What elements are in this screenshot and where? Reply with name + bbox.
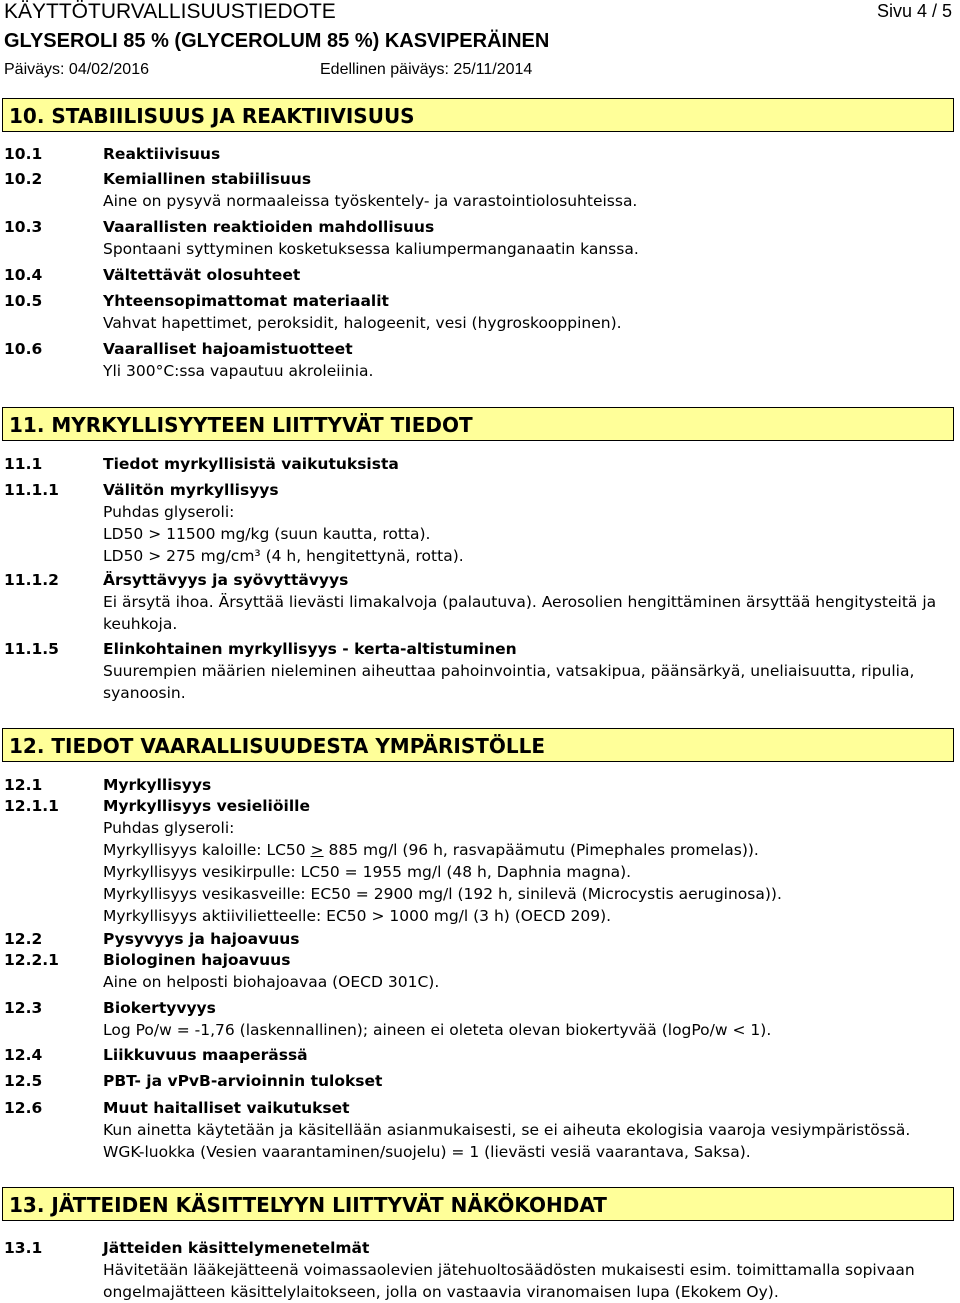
subsection-text: WGK-luokka (Vesien vaarantaminen/suojelu) = 1 (lievästi vesiä vaarantava, Saksa).: [103, 1143, 751, 1161]
subsection-number: 10.4: [4, 266, 43, 284]
subsection-number: 12.1: [4, 776, 43, 794]
document-type: KÄYTTÖTURVALLISUUSTIEDOTE: [4, 0, 336, 23]
subsection-number: 12.1.1: [4, 797, 59, 815]
subsection-title: Myrkyllisyys vesieliöille: [103, 797, 310, 815]
subsection-title: Välitön myrkyllisyys: [103, 481, 279, 499]
text-fragment: 885 mg/l (96 h, rasvapäämutu (Pimephales promelas)).: [323, 841, 759, 859]
subsection-text: Yli 300°C:ssa vapautuu akroleiinia.: [103, 362, 374, 380]
subsection-title: Muut haitalliset vaikutukset: [103, 1099, 350, 1117]
subsection-number: 11.1: [4, 455, 43, 473]
subsection-title: Liikkuvuus maaperässä: [103, 1046, 308, 1064]
issue-date: Päiväys: 04/02/2016: [4, 61, 149, 78]
subsection-number: 12.3: [4, 999, 43, 1017]
subsection-text: Ei ärsytä ihoa. Ärsyttää lievästi limakalvoja (palautuva). Aerosolien hengittäminen ärsyttää hengitysteitä ja keuhkoja.: [103, 593, 937, 633]
product-name: GLYSEROLI 85 % (GLYCEROLUM 85 %) KASVIPERÄINEN: [4, 30, 550, 52]
subsection-text: Log Po/w = -1,76 (laskennallinen); aineen ei oleteta olevan biokertyvää (logPo/w < 1).: [103, 1021, 772, 1039]
subsection-text: LD50 > 11500 mg/kg (suun kautta, rotta).: [103, 525, 431, 543]
subsection-number: 12.6: [4, 1099, 43, 1117]
subsection-text: Vahvat hapettimet, peroksidit, halogeenit, vesi (hygroskooppinen).: [103, 314, 622, 332]
subsection-text: Aine on helposti biohajoavaa (OECD 301C).: [103, 973, 440, 991]
subsection-number: 12.2.1: [4, 951, 59, 969]
subsection-text: Hävitetään lääkejätteenä voimassaolevien jätehuoltosäädösten mukaisesti esim. toimittamalla sopivaan ongelmajätteen käsittelylaitokseen, jolla on vastaavia viranomaisen lupa (Ekokem Oy).: [103, 1261, 915, 1301]
subsection-text: Myrkyllisyys aktiivilietteelle: EC50 > 1000 mg/l (3 h) (OECD 209).: [103, 907, 612, 925]
section-11-heading: 11. MYRKYLLISYYTEEN LIITTYVÄT TIEDOT: [2, 407, 954, 441]
subsection-number: 10.1: [4, 145, 43, 163]
text-fragment: Myrkyllisyys kaloille: LC50: [103, 841, 311, 859]
previous-date: Edellinen päiväys: 25/11/2014: [320, 61, 533, 78]
subsection-number: 10.3: [4, 218, 43, 236]
subsection-title: Reaktiivisuus: [103, 145, 221, 163]
document-header: [0, 0, 960, 90]
subsection-text: Aine on pysyvä normaaleissa työskentely- ja varastointiolosuhteissa.: [103, 192, 638, 210]
subsection-number: 10.6: [4, 340, 43, 358]
subsection-title: Kemiallinen stabiilisuus: [103, 170, 312, 188]
subsection-number: 10.5: [4, 292, 43, 310]
subsection-text: Suurempien määrien nieleminen aiheuttaa pahoinvointia, vatsakipua, päänsärkyä, uneliaisuutta, ripulia, syanoosin.: [103, 662, 915, 702]
subsection-title: Pysyvyys ja hajoavuus: [103, 930, 300, 948]
subsection-title: Elinkohtainen myrkyllisyys - kerta-altistuminen: [103, 640, 517, 658]
subsection-title: Vältettävät olosuhteet: [103, 266, 301, 284]
subsection-title: Vaaralliset hajoamistuotteet: [103, 340, 353, 358]
subsection-title: Ärsyttävyys ja syövyttävyys: [103, 571, 349, 589]
subsection-number: 12.4: [4, 1046, 43, 1064]
subsection-text: Puhdas glyseroli:: [103, 819, 235, 837]
subsection-number: 12.2: [4, 930, 43, 948]
subsection-text: LD50 > 275 mg/cm³ (4 h, hengitettynä, rotta).: [103, 547, 464, 565]
subsection-title: Yhteensopimattomat materiaalit: [103, 292, 389, 310]
subsection-text: [103, 839, 759, 861]
subsection-number: 11.1.5: [4, 640, 59, 658]
subsection-text: Myrkyllisyys vesikirpulle: LC50 = 1955 mg/l (48 h, Daphnia magna).: [103, 863, 632, 881]
subsection-text: Myrkyllisyys vesikasveille: EC50 = 2900 mg/l (192 h, sinilevä (Microcystis aeruginosa)).: [103, 885, 782, 903]
section-10-heading: 10. STABIILISUUS JA REAKTIIVISUUS: [2, 98, 954, 132]
subsection-title: Vaarallisten reaktioiden mahdollisuus: [103, 218, 435, 236]
subsection-text: Spontaani syttyminen kosketuksessa kaliumpermanganaatin kanssa.: [103, 240, 639, 258]
subsection-title: Myrkyllisyys: [103, 776, 212, 794]
greater-equal-symbol: >: [310, 841, 324, 859]
subsection-title: Biologinen hajoavuus: [103, 951, 291, 969]
subsection-title: Biokertyvyys: [103, 999, 216, 1017]
page-number: Sivu 4 / 5: [876, 1, 952, 21]
subsection-number: 11.1.2: [4, 571, 59, 589]
subsection-title: Jätteiden käsittelymenetelmät: [103, 1239, 370, 1257]
section-13-heading: 13. JÄTTEIDEN KÄSITTELYYN LIITTYVÄT NÄKÖKOHDAT: [2, 1187, 954, 1221]
subsection-number: 13.1: [4, 1239, 43, 1257]
subsection-text: Kun ainetta käytetään ja käsitellään asianmukaisesti, se ei aiheuta ekologisia vaaroja vesiympäristössä.: [103, 1121, 911, 1139]
section-12-heading: 12. TIEDOT VAARALLISUUDESTA YMPÄRISTÖLLE: [2, 728, 954, 762]
subsection-number: 10.2: [4, 170, 43, 188]
subsection-number: 11.1.1: [4, 481, 59, 499]
subsection-text: Puhdas glyseroli:: [103, 503, 235, 521]
subsection-title: Tiedot myrkyllisistä vaikutuksista: [103, 455, 399, 473]
subsection-number: 12.5: [4, 1072, 43, 1090]
subsection-title: PBT- ja vPvB-arvioinnin tulokset: [103, 1072, 383, 1090]
